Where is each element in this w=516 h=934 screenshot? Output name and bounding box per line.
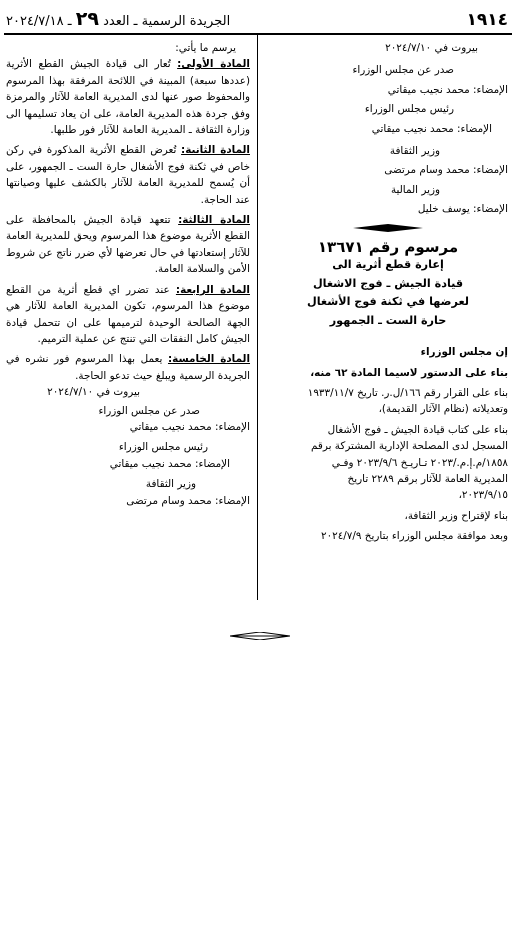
article-4 bbox=[6, 282, 250, 348]
recital-1-line: وتعديلاته (نظام الآثار القديمة)، bbox=[378, 403, 508, 416]
separator-diamond bbox=[353, 224, 423, 232]
decree-title-line-1: إعارة قطع أثرية الى bbox=[332, 258, 444, 272]
article-1-label: المادة الأولى: bbox=[177, 58, 250, 71]
role-3: وزير الثقافة bbox=[145, 478, 196, 491]
right-column bbox=[268, 40, 508, 545]
recital-2-line: المديرية العامة للآثار برقم ٢٢٨٩ تاريخ bbox=[347, 473, 508, 485]
signature-1: الإمضاء: محمد نجيب ميقاتي bbox=[129, 420, 250, 433]
recital-4: وبعد موافقة مجلس الوزراء بتاريخ ٢٠٢٤/٧/٩ bbox=[320, 530, 508, 543]
decree-title bbox=[268, 238, 508, 331]
column-divider bbox=[257, 35, 258, 600]
constitution-clause: بناء على الدستور لاسيما المادة ٦٢ منه، bbox=[310, 366, 508, 379]
recital-2-line: ١٨٥٨/م.إ.م./٢٠٢٣ تـاريـخ ٢٠٢٣/٩/٦ وفـي bbox=[331, 456, 508, 469]
article-5-text: يعمل بهذا المرسوم فور نشره في الجريدة الرسمية ويبلغ حيث تدعو الحاجة. bbox=[6, 353, 250, 382]
decree-title-line-4: حارة الست ـ الجمهور bbox=[329, 313, 447, 327]
place-date: بيروت في ٢٠٢٤/٧/١٠ bbox=[47, 386, 140, 399]
recital-2 bbox=[268, 422, 508, 504]
role-2: رئيس مجلس الوزراء bbox=[118, 441, 208, 454]
prev-issued-by: صدر عن مجلس الوزراء bbox=[352, 64, 454, 77]
article-3 bbox=[6, 212, 250, 278]
prev-signature-1: الإمضاء: محمد نجيب ميقاتي bbox=[387, 83, 508, 96]
page-number: ١٩١٤ bbox=[466, 10, 508, 30]
recital-2-line: ٢٠٢٣/٩/١٥، bbox=[458, 489, 508, 502]
article-2-text: تُعرض القطع الأثرية المذكورة في ركن خاص في ثكنة فوج الأشغال حارة الست ـ الجمهور، على أن يُسمح للمديرية العامة للآثار بالكشف عليها وصيانتها عند الحاجة. bbox=[6, 144, 250, 206]
article-5-label: المادة الخامسة: bbox=[167, 353, 251, 366]
decree-number: مرسوم رقم ١٣٦٧١ bbox=[317, 237, 459, 256]
bottom-separator bbox=[230, 632, 290, 640]
recital-1 bbox=[268, 385, 508, 418]
article-4-text: عند تضرر اي قطع أثرية من القطع موضوع هذا المرسوم، تكون المديرية العامة للآثار هي الجهة الصالحة الوحيدة لترميمها على ان تتحمل قيادة الجيش كامل النفقات التي تنتج عن عملية الترميم. bbox=[6, 283, 250, 345]
article-3-label: المادة الثالثة: bbox=[178, 214, 250, 227]
recital-1-line: بناء على القرار رقم ١٦٦/ل.ر. تاريخ ١٩٣٣/١١/٧ bbox=[307, 386, 508, 399]
recital-2-line: بناء على كتاب قيادة الجيش ـ فوج الأشغال bbox=[327, 423, 508, 436]
issued-by: صدر عن مجلس الوزراء bbox=[98, 404, 200, 417]
decree-intro: يرسم ما يأتي: bbox=[175, 42, 236, 54]
issue-date: ـ ٢٠٢٤/٧/١٨ bbox=[6, 14, 72, 29]
recital-2-line: المسجل لدى المصلحة الإدارية المشتركة برقم bbox=[311, 440, 508, 453]
prev-role-4: وزير المالية bbox=[390, 183, 440, 196]
article-1-text: تُعار الى قيادة الجيش القطع الأثرية (عددها سبعة) المبينة في اللائحة المرفقة بهذا المرسوم والمحفوظ صور عنها لدى المديرية العامة للآثار والمرمزة وفق جردة هذه المديرية العامة، على ان يعاد تسليمها الى وزارة الثقافة ـ المديرية العامة للآثار فور طلبها. bbox=[6, 58, 250, 137]
article-1 bbox=[6, 56, 250, 138]
prev-signature-4: الإمضاء: يوسف خليل bbox=[417, 203, 508, 216]
journal-header bbox=[6, 8, 230, 30]
article-2-label: المادة الثانية: bbox=[181, 144, 250, 157]
signature-2: الإمضاء: محمد نجيب ميقاتي bbox=[109, 457, 230, 470]
prev-role-3: وزير الثقافة bbox=[389, 145, 440, 158]
issue-number: ٢٩ bbox=[75, 8, 99, 30]
journal-name: الجريدة الرسمية ـ العدد bbox=[103, 14, 231, 29]
decree-title-line-3: لعرضها في ثكنة فوج الأشغال bbox=[307, 295, 469, 309]
prev-signature-3: الإمضاء: محمد وسام مرتضى bbox=[384, 164, 508, 177]
left-column bbox=[6, 40, 250, 509]
article-2 bbox=[6, 142, 250, 208]
signature-3: الإمضاء: محمد وسام مرتضى bbox=[126, 494, 250, 507]
article-4-label: المادة الرابعة: bbox=[175, 283, 250, 296]
article-3-text: تتعهد قيادة الجيش بالمحافظة على القطع الأثرية موضوع هذا المرسوم ويحق للمديرية العامة للآثار إستعادتها في حال تعرضها لأي ضرر ناتج عن شروط الأمن والسلامة العامة. bbox=[6, 214, 250, 276]
header-rule bbox=[4, 33, 512, 35]
council-heading: إن مجلس الوزراء bbox=[420, 346, 508, 359]
recital-3: بناء لإقتراح وزير الثقافة، bbox=[404, 509, 508, 522]
decree-title-line-2: قيادة الجيش ـ فوج الاشغال bbox=[312, 276, 464, 290]
page-header bbox=[0, 0, 516, 30]
prev-role-2: رئيس مجلس الوزراء bbox=[364, 103, 454, 116]
prev-place-date: بيروت في ٢٠٢٤/٧/١٠ bbox=[385, 42, 478, 54]
prev-signature-2: الإمضاء: محمد نجيب ميقاتي bbox=[371, 122, 492, 135]
article-5 bbox=[6, 351, 250, 384]
